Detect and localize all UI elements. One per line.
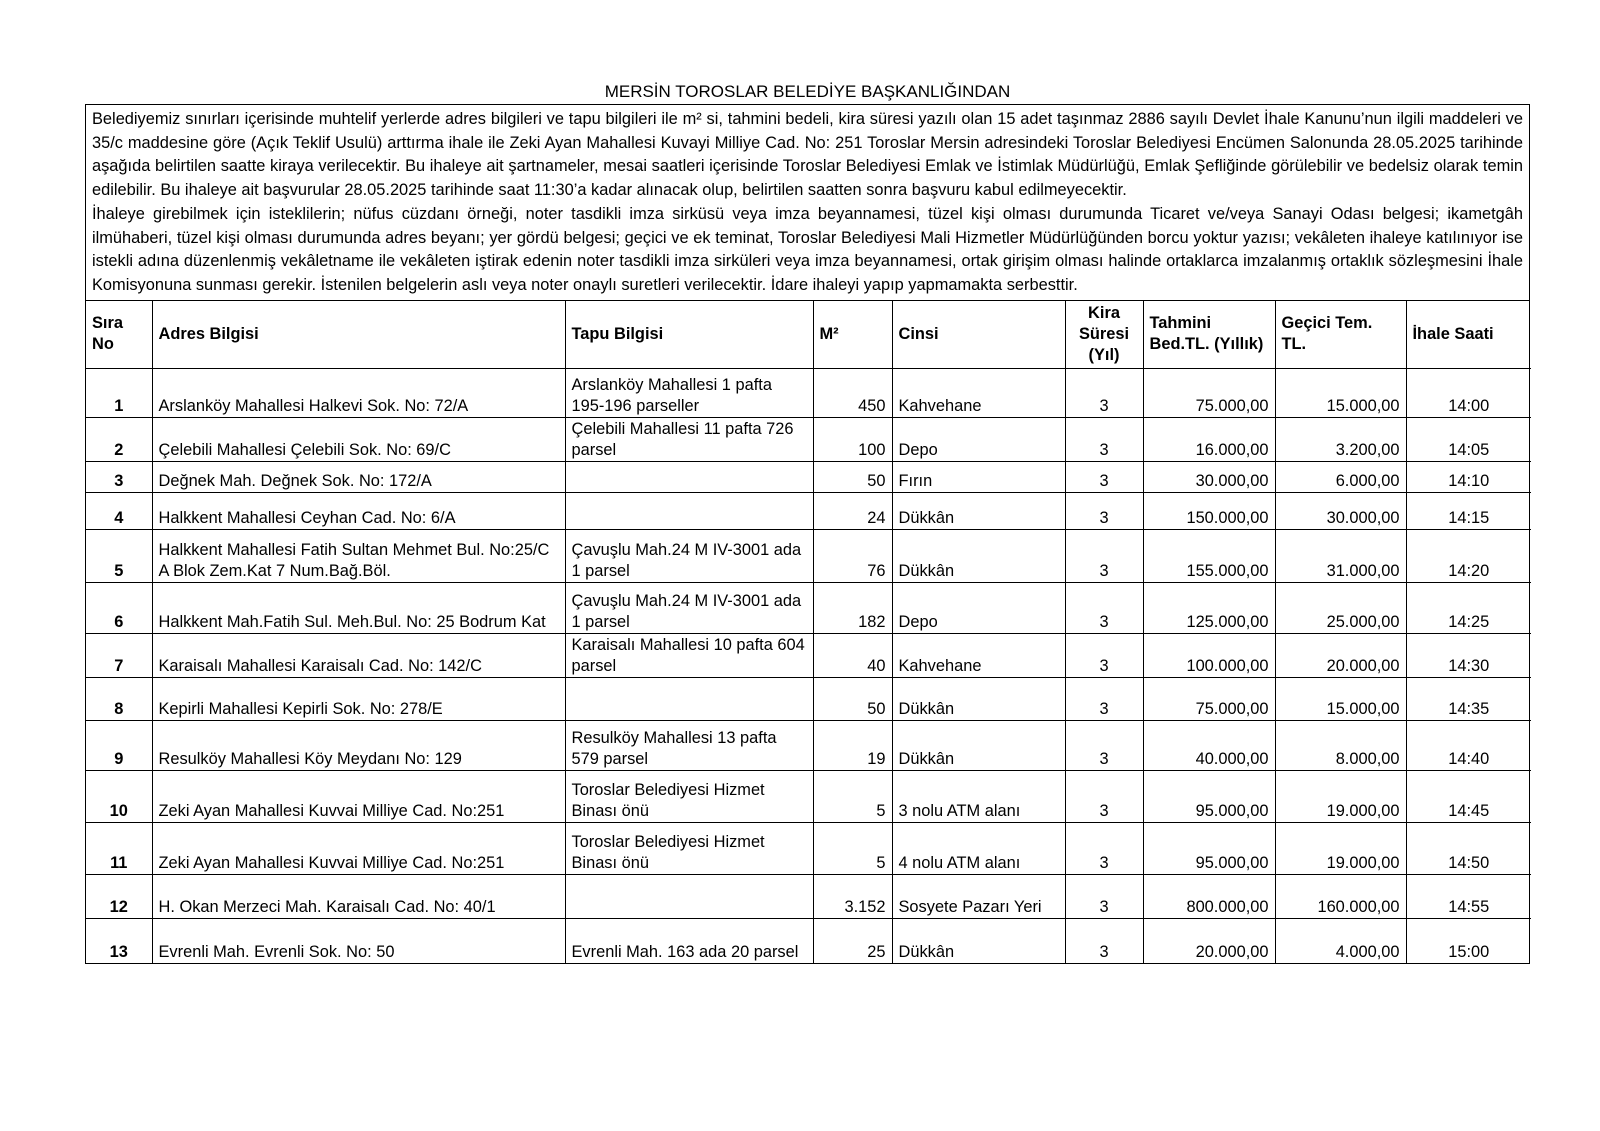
deposit-cell: 25.000,00: [1275, 583, 1406, 634]
table-row: [86, 875, 1531, 919]
area-cell: 76: [813, 530, 892, 583]
document: [85, 80, 1530, 964]
estimated-price-cell: 800.000,00: [1143, 875, 1275, 919]
area-cell: 25: [813, 919, 892, 963]
table-row: [86, 369, 1531, 418]
deposit-cell: 4.000,00: [1275, 919, 1406, 963]
table-row: [86, 721, 1531, 771]
row-number: 11: [86, 823, 152, 875]
type-cell: Dükkân: [892, 530, 1065, 583]
table-row: [86, 583, 1531, 634]
estimated-price-cell: 75.000,00: [1143, 369, 1275, 418]
deed-cell: Karaisalı Mahallesi 10 pafta 604 parsel: [565, 634, 813, 678]
deed-cell: Arslanköy Mahallesi 1 pafta 195-196 parseller: [565, 369, 813, 418]
area-cell: 50: [813, 462, 892, 493]
auction-time-cell: 14:40: [1406, 721, 1531, 771]
type-cell: Kahvehane: [892, 369, 1065, 418]
row-number: 3: [86, 462, 152, 493]
row-number: 10: [86, 771, 152, 823]
row-number: 13: [86, 919, 152, 963]
header-adres: Adres Bilgisi: [152, 301, 565, 369]
type-cell: Dükkân: [892, 919, 1065, 963]
address-cell: Değnek Mah. Değnek Sok. No: 172/A: [152, 462, 565, 493]
row-number: 7: [86, 634, 152, 678]
deed-cell: Çavuşlu Mah.24 M IV-3001 ada 1 parsel: [565, 583, 813, 634]
deposit-cell: 15.000,00: [1275, 678, 1406, 721]
deposit-cell: 3.200,00: [1275, 418, 1406, 462]
auction-time-cell: 14:20: [1406, 530, 1531, 583]
lease-years-cell: 3: [1065, 462, 1143, 493]
estimated-price-cell: 150.000,00: [1143, 493, 1275, 530]
row-number: 1: [86, 369, 152, 418]
deposit-cell: 20.000,00: [1275, 634, 1406, 678]
lease-years-cell: 3: [1065, 823, 1143, 875]
lease-years-cell: 3: [1065, 530, 1143, 583]
lease-years-cell: 3: [1065, 875, 1143, 919]
lease-years-cell: 3: [1065, 919, 1143, 963]
lease-years-cell: 3: [1065, 771, 1143, 823]
address-cell: Evrenli Mah. Evrenli Sok. No: 50: [152, 919, 565, 963]
type-cell: Depo: [892, 418, 1065, 462]
estimated-price-cell: 125.000,00: [1143, 583, 1275, 634]
address-cell: Arslanköy Mahallesi Halkevi Sok. No: 72/A: [152, 369, 565, 418]
lease-years-cell: 3: [1065, 721, 1143, 771]
area-cell: 100: [813, 418, 892, 462]
deed-cell: Toroslar Belediyesi Hizmet Binası önü: [565, 771, 813, 823]
header-cinsi: Cinsi: [892, 301, 1065, 369]
page-title: MERSİN TOROSLAR BELEDİYE BAŞKANLIĞINDAN: [604, 82, 1011, 101]
row-number: 8: [86, 678, 152, 721]
estimated-price-cell: 20.000,00: [1143, 919, 1275, 963]
lease-years-cell: 3: [1065, 369, 1143, 418]
header-tapu: Tapu Bilgisi: [565, 301, 813, 369]
auction-time-cell: 14:25: [1406, 583, 1531, 634]
header-kira-suresi: Kira Süresi (Yıl): [1065, 301, 1143, 369]
deed-cell: [565, 678, 813, 721]
area-cell: 450: [813, 369, 892, 418]
intro-paragraph: İhaleye girebilmek için isteklilerin; nüfus cüzdanı örneği, noter tasdikli imza sirküsü veya imza beyannamesi, tüzel kişi olması durumunda Ticaret ve/veya Sanayi Odası belgesi; ikametgâh ilmühaberi, tüzel kişi olması durumunda adres beyanı; yer gördü belgesi; geçici ve ek teminat, Toroslar Belediyesi Mali Hizmetler Müdürlüğünden borcu yoktur yazısı; vekâleten ihaleye katılınıyor ise istekli adına düzenlenmiş vekâletname ile vekâleten iştirak edenin noter tasdikli imza sirküleri veya imza beyannamesi, ortak girişim olması halinde ortaklarca imzalanmış ortaklık sözleşmesini İhale Komisyonuna sunması gerekir. İstenilen belgelerin aslı veya noter onaylı suretleri verilecektir. İdare ihaleyi yapıp yapmamakta serbesttir.: [92, 204, 1523, 294]
estimated-price-cell: 40.000,00: [1143, 721, 1275, 771]
address-cell: Kepirli Mahallesi Kepirli Sok. No: 278/E: [152, 678, 565, 721]
address-cell: Zeki Ayan Mahallesi Kuvvai Milliye Cad. No:251: [152, 771, 565, 823]
table-row: [86, 634, 1531, 678]
row-number: 6: [86, 583, 152, 634]
row-number: 2: [86, 418, 152, 462]
auction-time-cell: 14:45: [1406, 771, 1531, 823]
address-cell: Resulköy Mahallesi Köy Meydanı No: 129: [152, 721, 565, 771]
type-cell: 3 nolu ATM alanı: [892, 771, 1065, 823]
area-cell: 40: [813, 634, 892, 678]
area-cell: 5: [813, 771, 892, 823]
address-cell: Karaisalı Mahallesi Karaisalı Cad. No: 142/C: [152, 634, 565, 678]
area-cell: 5: [813, 823, 892, 875]
header-gecici-teminat: Geçici Tem. TL.: [1275, 301, 1406, 369]
auction-time-cell: 14:30: [1406, 634, 1531, 678]
address-cell: Zeki Ayan Mahallesi Kuvvai Milliye Cad. No:251: [152, 823, 565, 875]
deposit-cell: 19.000,00: [1275, 771, 1406, 823]
table-row: [86, 919, 1531, 963]
property-table: [86, 301, 1531, 963]
type-cell: Sosyete Pazarı Yeri: [892, 875, 1065, 919]
type-cell: Dükkân: [892, 721, 1065, 771]
deed-cell: Çavuşlu Mah.24 M IV-3001 ada 1 parsel: [565, 530, 813, 583]
deposit-cell: 19.000,00: [1275, 823, 1406, 875]
table-row: [86, 771, 1531, 823]
header-m2: M²: [813, 301, 892, 369]
table-row: [86, 678, 1531, 721]
intro-paragraph: Belediyemiz sınırları içerisinde muhtelif yerlerde adres bilgileri ve tapu bilgileri ile m² si, tahmini bedeli, kira süresi yazılı olan 15 adet taşınmaz 2886 sayılı Devlet İhale Kanunu’nun ilgili maddeleri ve 35/c maddesine göre (Açık Teklif Usulü) arttırma ihale ile Zeki Ayan Mahallesi Kuvayi Milliye Cad. No: 251 Toroslar Mersin adresindeki Toroslar Belediyesi Encümen Salonunda 28.05.2025 tarihinde aşağıda belirtilen saatte kiraya verilecektir. Bu ihaleye ait şartnameler, mesai saatleri içerisinde Toroslar Belediyesi Emlak ve İstimlak Müdürlüğü, Emlak Şefliğinde görülebilir ve bedelsiz olarak temin edilebilir. Bu ihaleye ait başvurular 28.05.2025 tarihinde saat 11:30’a kadar alınacak olup, belirtilen saatten sonra başvuru kabul edilmeyecektir.: [92, 110, 1523, 200]
table-row: [86, 462, 1531, 493]
address-cell: Çelebili Mahallesi Çelebili Sok. No: 69/C: [152, 418, 565, 462]
deed-cell: [565, 493, 813, 530]
auction-time-cell: 14:10: [1406, 462, 1531, 493]
table-header-row: [86, 301, 1531, 369]
deed-cell: Toroslar Belediyesi Hizmet Binası önü: [565, 823, 813, 875]
type-cell: Depo: [892, 583, 1065, 634]
header-sira-no: Sıra No: [86, 301, 152, 369]
deed-cell: [565, 875, 813, 919]
address-cell: H. Okan Merzeci Mah. Karaisalı Cad. No: 40/1: [152, 875, 565, 919]
estimated-price-cell: 75.000,00: [1143, 678, 1275, 721]
estimated-price-cell: 16.000,00: [1143, 418, 1275, 462]
deed-cell: Evrenli Mah. 163 ada 20 parsel: [565, 919, 813, 963]
auction-time-cell: 14:15: [1406, 493, 1531, 530]
row-number: 12: [86, 875, 152, 919]
estimated-price-cell: 155.000,00: [1143, 530, 1275, 583]
auction-time-cell: 14:50: [1406, 823, 1531, 875]
auction-time-cell: 14:00: [1406, 369, 1531, 418]
announcement-frame: [85, 104, 1530, 964]
table-row: [86, 530, 1531, 583]
table-row: [86, 493, 1531, 530]
header-ihale-saati: İhale Saati: [1406, 301, 1531, 369]
auction-time-cell: 15:00: [1448, 942, 1490, 961]
row-number: 9: [86, 721, 152, 771]
type-cell: Fırın: [892, 462, 1065, 493]
address-cell: Halkkent Mahallesi Fatih Sultan Mehmet Bul. No:25/C A Blok Zem.Kat 7 Num.Bağ.Böl.: [152, 530, 565, 583]
area-cell: 19: [813, 721, 892, 771]
type-cell: Dükkân: [892, 678, 1065, 721]
table-row: [86, 823, 1531, 875]
deposit-cell: 31.000,00: [1275, 530, 1406, 583]
auction-time-cell: 14:35: [1406, 678, 1531, 721]
lease-years-cell: 3: [1065, 418, 1143, 462]
table-row: [86, 418, 1531, 462]
lease-years-cell: 3: [1065, 634, 1143, 678]
lease-years-cell: 3: [1065, 583, 1143, 634]
row-number: 5: [86, 530, 152, 583]
address-cell: Halkkent Mah.Fatih Sul. Meh.Bul. No: 25 Bodrum Kat: [152, 583, 565, 634]
estimated-price-cell: 30.000,00: [1143, 462, 1275, 493]
deposit-cell: 160.000,00: [1275, 875, 1406, 919]
estimated-price-cell: 95.000,00: [1143, 823, 1275, 875]
area-cell: 24: [813, 493, 892, 530]
type-cell: 4 nolu ATM alanı: [892, 823, 1065, 875]
row-number: 4: [86, 493, 152, 530]
intro-text: [86, 105, 1529, 301]
auction-time-cell: 14:05: [1406, 418, 1531, 462]
deposit-cell: 8.000,00: [1275, 721, 1406, 771]
address-cell: Halkkent Mahallesi Ceyhan Cad. No: 6/A: [152, 493, 565, 530]
auction-time-cell: 14:55: [1406, 875, 1531, 919]
area-cell: 50: [813, 678, 892, 721]
type-cell: Dükkân: [892, 493, 1065, 530]
area-cell: 182: [813, 583, 892, 634]
estimated-price-cell: 95.000,00: [1143, 771, 1275, 823]
deposit-cell: 15.000,00: [1275, 369, 1406, 418]
estimated-price-cell: 100.000,00: [1143, 634, 1275, 678]
type-cell: Kahvehane: [892, 634, 1065, 678]
deed-cell: [565, 462, 813, 493]
deed-cell: Çelebili Mahallesi 11 pafta 726 parsel: [565, 418, 813, 462]
area-cell: 3.152: [813, 875, 892, 919]
header-tahmini-bedel: Tahmini Bed.TL. (Yıllık): [1143, 301, 1275, 369]
lease-years-cell: 3: [1065, 678, 1143, 721]
deposit-cell: 6.000,00: [1275, 462, 1406, 493]
lease-years-cell: 3: [1065, 493, 1143, 530]
deed-cell: Resulköy Mahallesi 13 pafta 579 parsel: [565, 721, 813, 771]
deposit-cell: 30.000,00: [1275, 493, 1406, 530]
